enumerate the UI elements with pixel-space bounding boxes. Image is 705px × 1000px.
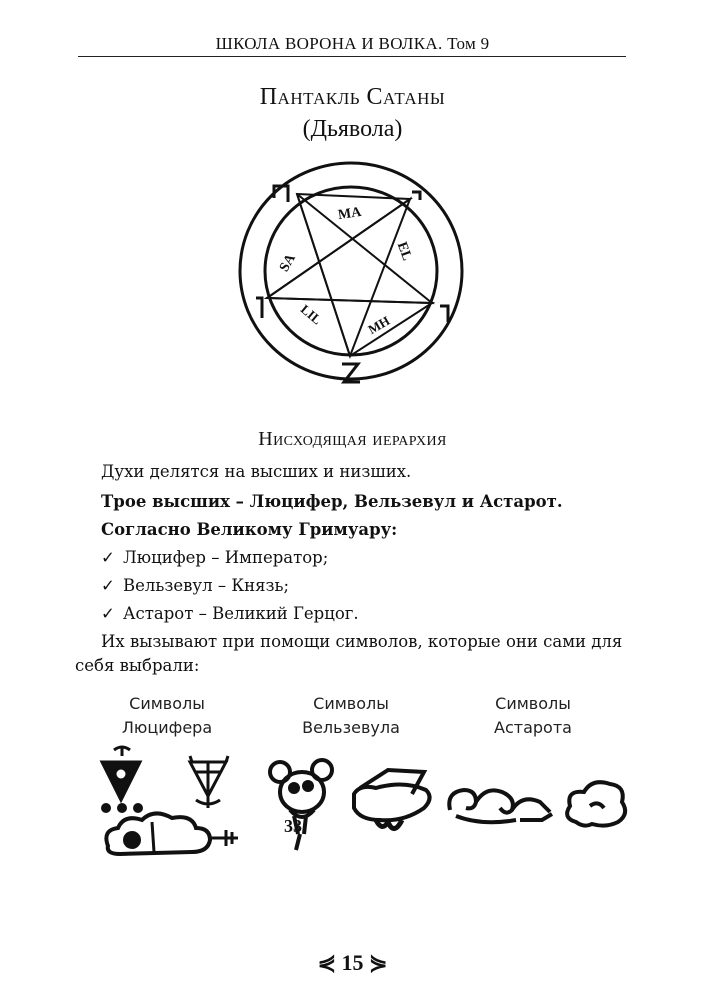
list-item-text: Люцифер – Император; bbox=[123, 548, 329, 567]
list-item-text: Астарот – Великий Герцог. bbox=[123, 604, 359, 623]
symbols-label-lucifer bbox=[92, 692, 242, 740]
lucifer-cloud-sigil bbox=[106, 813, 238, 854]
page-number-value: 15 bbox=[341, 950, 364, 975]
pentacle-label-mh: MH bbox=[365, 312, 393, 338]
lucifer-sigils-illustration bbox=[92, 742, 252, 862]
ornament-right-icon: ⋟ bbox=[369, 950, 388, 975]
symbols-label-beelzebub bbox=[276, 692, 426, 740]
section-heading: Нисходящая иерархия bbox=[258, 428, 447, 450]
pentacle-title: Пантакль Сатаны bbox=[259, 84, 446, 110]
list-item-beelzebub bbox=[101, 576, 289, 596]
lucifer-triangle-sigil bbox=[102, 746, 140, 800]
page-number bbox=[0, 950, 705, 976]
beelzebub-sigils-illustration bbox=[264, 750, 444, 860]
header-rule bbox=[78, 56, 626, 57]
pentacle-label-ma: MA bbox=[337, 204, 363, 224]
symbols-label-line1: Символы bbox=[495, 694, 571, 713]
symbols-label-line2: Вельзевула bbox=[302, 718, 400, 737]
pentacle-label-sa: SA bbox=[276, 251, 299, 275]
hebrew-glyph-top-right bbox=[412, 192, 420, 200]
symbols-label-astaroth bbox=[458, 692, 608, 740]
check-icon: ✓ bbox=[101, 604, 115, 623]
astaroth-cloud-sigil bbox=[567, 782, 625, 825]
list-item-astaroth bbox=[101, 604, 359, 624]
beelzebub-numeral: 33 bbox=[284, 816, 302, 836]
pentacle-label-lil: LIL bbox=[297, 301, 325, 328]
lucifer-stars bbox=[101, 803, 143, 813]
check-icon: ✓ bbox=[101, 548, 115, 567]
running-header: ШКОЛА ВОРОНА И ВОЛКА. Том 9 bbox=[215, 34, 490, 53]
intro-paragraph: Духи делятся на высших и низших. bbox=[101, 462, 412, 481]
satan-pentacle-illustration bbox=[234, 158, 470, 390]
astaroth-wind-sigil bbox=[449, 790, 552, 822]
hebrew-glyph-left bbox=[256, 298, 262, 318]
symbols-label-line1: Символы bbox=[129, 694, 205, 713]
grimoire-source-line: Согласно Великому Гримуару: bbox=[101, 520, 398, 539]
astaroth-sigils-illustration bbox=[442, 770, 632, 840]
symbols-label-line2: Астарота bbox=[494, 718, 572, 737]
check-icon: ✓ bbox=[101, 576, 115, 595]
beelzebub-ship-sigil bbox=[354, 770, 430, 829]
top-three-paragraph: Трое высших – Люцифер, Вельзевул и Астарот. bbox=[101, 492, 563, 511]
ornament-left-icon: ⋞ bbox=[317, 950, 336, 975]
symbols-label-line1: Символы bbox=[313, 694, 389, 713]
symbols-label-line2: Люцифера bbox=[121, 718, 213, 737]
pentacle-label-el: EL bbox=[393, 240, 415, 263]
summons-paragraph-line2: себя выбрали: bbox=[75, 656, 200, 675]
lucifer-seal-sigil bbox=[190, 756, 228, 808]
list-item-text: Вельзевул – Князь; bbox=[123, 576, 290, 595]
summons-paragraph-line1: Их вызывают при помощи символов, которые они сами для bbox=[101, 632, 623, 651]
pentacle-subtitle: (Дьявола) bbox=[302, 116, 403, 142]
hebrew-glyph-right bbox=[440, 306, 448, 322]
beelzebub-fly-sigil bbox=[270, 760, 332, 850]
list-item-lucifer bbox=[101, 548, 328, 568]
